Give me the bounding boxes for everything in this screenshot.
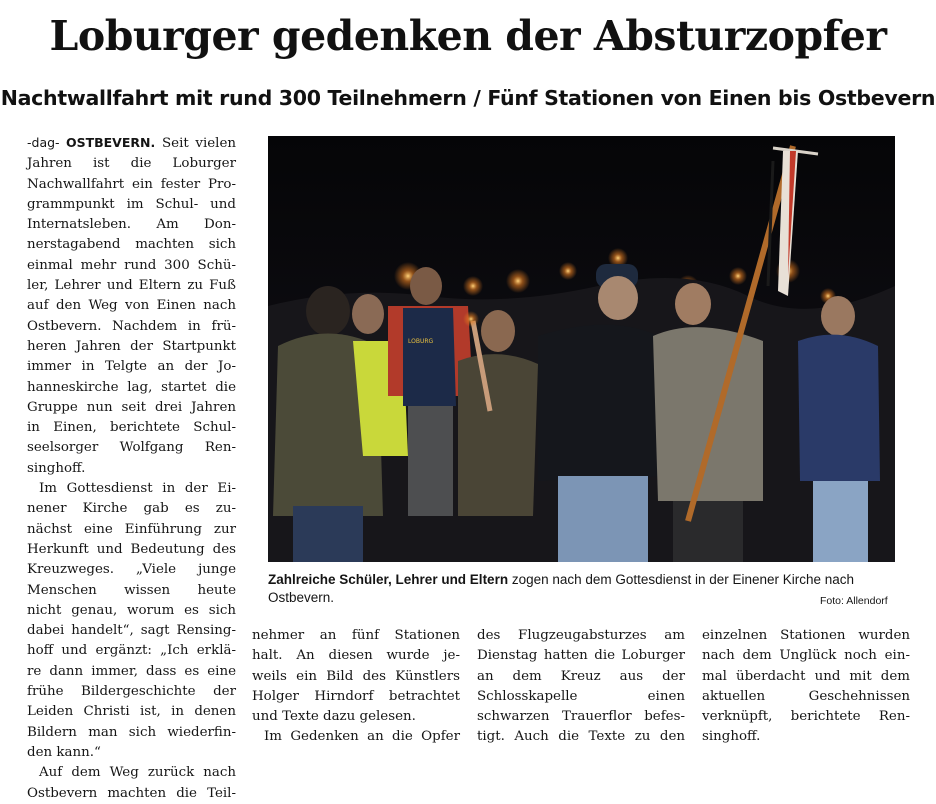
article-line: grammpunkt im Schul- und	[27, 196, 236, 212]
article-line: verknüpft, berichtete Ren-	[702, 709, 910, 725]
article-line: hoff und ergänzt: „Ich erklä-	[27, 643, 236, 659]
article-line: Ostbevern. Nachdem in frü-	[27, 318, 236, 334]
article-line: Ostbevern machten die Teil-	[27, 785, 236, 801]
article-line: hanneskirche lag, startet die	[27, 379, 236, 395]
article-line: einzelnen Stationen wurden	[702, 628, 910, 643]
article-line: frühe Bildergeschichte der	[27, 684, 236, 700]
article-line: dabei handelt“, sagt Rensing-	[27, 623, 236, 639]
article-line: singhoff.	[702, 729, 761, 745]
article-line: singhoff.	[27, 460, 86, 476]
article-line: an dem Kreuz aus der	[477, 668, 685, 684]
article-line: nehmer an fünf Stationen	[252, 628, 460, 643]
article-column-2	[252, 626, 460, 748]
article-line: Im Gottesdienst in der Ei-	[39, 481, 236, 497]
headline: Loburger gedenken der Absturzopfer	[49, 12, 887, 60]
article-line	[27, 133, 236, 154]
article-line: nener Kirche gab es zu-	[27, 501, 236, 517]
article-line: Internatsleben. Am Don-	[27, 217, 236, 233]
procession-photo	[268, 136, 895, 562]
article-line: Herkunft und Bedeutung des	[27, 541, 236, 557]
article-line: und Texte dazu gelesen.	[252, 709, 416, 725]
article-line: Auf dem Weg zurück nach	[39, 765, 236, 781]
article-line: Jahren ist die Loburger	[27, 156, 236, 172]
article-line: halt. An diesen wurde je-	[252, 648, 460, 664]
article-line: Dienstag hatten die Loburger	[477, 648, 685, 664]
article-column-4	[702, 626, 910, 748]
article-line: heren Jahren der Startpunkt	[27, 338, 236, 354]
article-line: aktuellen Geschehnissen	[702, 688, 910, 704]
article-line: tigt. Auch die Texte zu den	[477, 729, 685, 745]
article-line: nicht genau, worum es sich	[27, 602, 236, 618]
jersey-print: LOBURG	[408, 338, 434, 345]
photo-credit: Foto: Allendorf	[820, 595, 888, 607]
article-line: seelsorger Wolfgang Ren-	[27, 440, 236, 456]
article-line: Leiden Christi ist, in denen	[27, 704, 236, 720]
article-line: immer in Telgte an der Jo-	[27, 359, 236, 375]
article-line: in Einen, berichtete Schul-	[27, 420, 236, 436]
article-line: Bildern man sich wiederfin-	[27, 724, 236, 740]
article-line: Holger Hirndorf betrachtet	[252, 688, 460, 704]
night-procession-image	[268, 136, 895, 562]
article-line: Schlosskapelle einen	[477, 688, 685, 704]
photo-caption	[268, 571, 895, 607]
article-line: nächst eine Einführung zur	[27, 521, 236, 537]
article-line: re dann immer, dass es eine	[27, 663, 236, 679]
article-line: den kann.“	[27, 744, 101, 760]
article-line: des Flugzeugabsturzes am	[477, 628, 685, 643]
article-line: schwarzen Trauerflor befes-	[477, 709, 685, 725]
article-line: nach dem Unglück noch ein-	[702, 648, 910, 664]
article-column-1	[27, 133, 236, 804]
article-line: ler, Lehrer und Eltern zu Fuß	[27, 278, 236, 294]
article-line-text: Seit vielen	[161, 136, 236, 151]
article-line: einmal mehr rund 300 Schü-	[27, 257, 236, 273]
dateline-author: -dag-	[27, 135, 66, 150]
article-line: mal überdacht und mit dem	[702, 668, 910, 684]
dateline-place: OSTBEVERN.	[65, 135, 162, 150]
caption-text: zogen nach dem Gottesdienst in der Einener Kirche nach Ostbevern.	[268, 572, 855, 605]
article-line: Im Gedenken an die Opfer	[264, 729, 460, 745]
article-line: Gruppe nun seit drei Jahren	[27, 399, 236, 415]
subheadline: Nachtwallfahrt mit rund 300 Teilnehmern / Fünf Stationen von Einen bis Ostbevern	[0, 86, 936, 110]
article-line: weils ein Bild des Künstlers	[252, 668, 460, 684]
article-line: Nachwallfahrt ein fester Pro-	[27, 176, 236, 192]
article-line: Kreuzweges. „Viele junge	[27, 562, 236, 578]
article-column-3	[477, 626, 685, 748]
caption-bold: Zahlreiche Schüler, Lehrer und Eltern	[268, 572, 509, 587]
article-line: nerstagabend machten sich	[27, 237, 236, 253]
article-line: auf den Weg von Einen nach	[27, 298, 236, 314]
article-line: Menschen wissen heute	[27, 582, 236, 598]
